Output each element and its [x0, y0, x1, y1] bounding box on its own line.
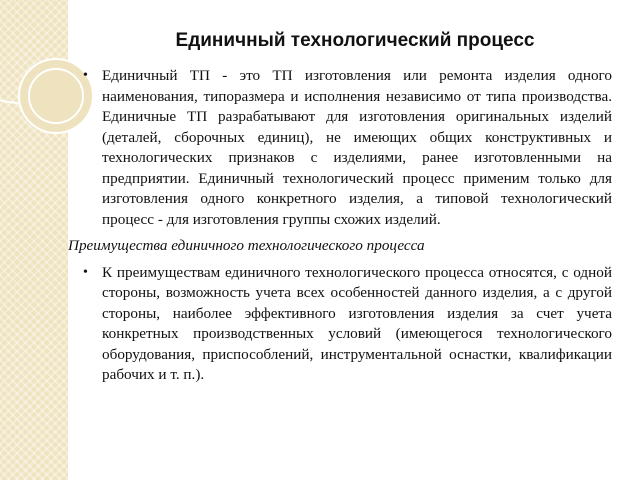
bullet-text: Единичный ТП - это ТП изготовления или ремонта изделия одного наименования, типоразмера и исполнения независимо от типа производства. Единичные ТП разрабатывают для изготовления оригинальных изделий (деталей, сборочных единиц), не имеющих общих конструктивных и технологических признаков с изделиями, ранее изготовленными на предприятии. Единичный технологический процесс применим только для изготовления одного конкретного изделия, а типовой технологический процесс - для изготовления группы схожих изделий.: [102, 67, 612, 228]
bullet-marker: •: [83, 68, 88, 83]
bullet-text: К преимуществам единичного технологического процесса относятся, с одной стороны, возможность учета всех особенностей данного изделия, а с другой стороны, наиболее эффективного изготовления изделия за счет учета конкретных производственных условий (имеющегося технологического оборудования, приспособлений, инструментальной оснастки, квалификации рабочих и т. п.).: [102, 263, 612, 383]
bullet-marker: •: [83, 264, 88, 280]
decorative-circle-small: [28, 68, 84, 124]
bullet-advantages: [84, 263, 612, 386]
slide-title: Единичный технологический процесс: [175, 30, 535, 51]
bullet-definition: [84, 66, 612, 230]
section-subheading: Преимущества единичного технологического процесса: [68, 237, 425, 254]
slide-content: [68, 66, 612, 386]
